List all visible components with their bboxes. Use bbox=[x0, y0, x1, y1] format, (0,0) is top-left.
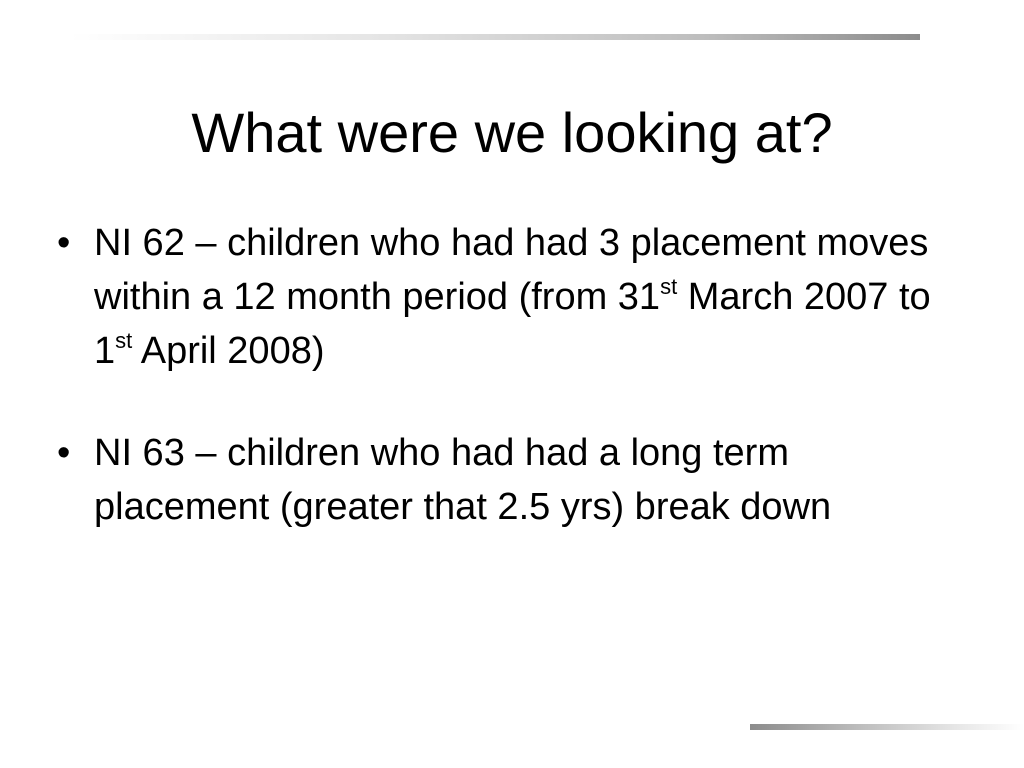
bullet-text: NI 63 – children who had had a long term placement (greater that 2.5 yrs) break down bbox=[94, 432, 832, 528]
slide-title: What were we looking at? bbox=[191, 101, 833, 164]
bullet-list bbox=[57, 216, 957, 582]
top-decorative-rule bbox=[70, 34, 920, 40]
bullet-icon: • bbox=[57, 432, 71, 474]
bottom-decorative-rule bbox=[750, 724, 1024, 730]
bullet-icon: • bbox=[57, 222, 71, 264]
bullet-text-segment: March 2007 to 1 bbox=[94, 276, 931, 372]
ordinal-suffix: st bbox=[660, 274, 678, 299]
bullet-text-segment: NI 62 – children who had had 3 placement moves within a 12 month period (from 31 bbox=[94, 222, 929, 318]
bullet-item-ni62 bbox=[57, 216, 957, 378]
bullet-text-segment: April 2008) bbox=[132, 330, 325, 372]
bullet-item-ni63 bbox=[57, 426, 957, 534]
ordinal-suffix: st bbox=[115, 328, 133, 353]
